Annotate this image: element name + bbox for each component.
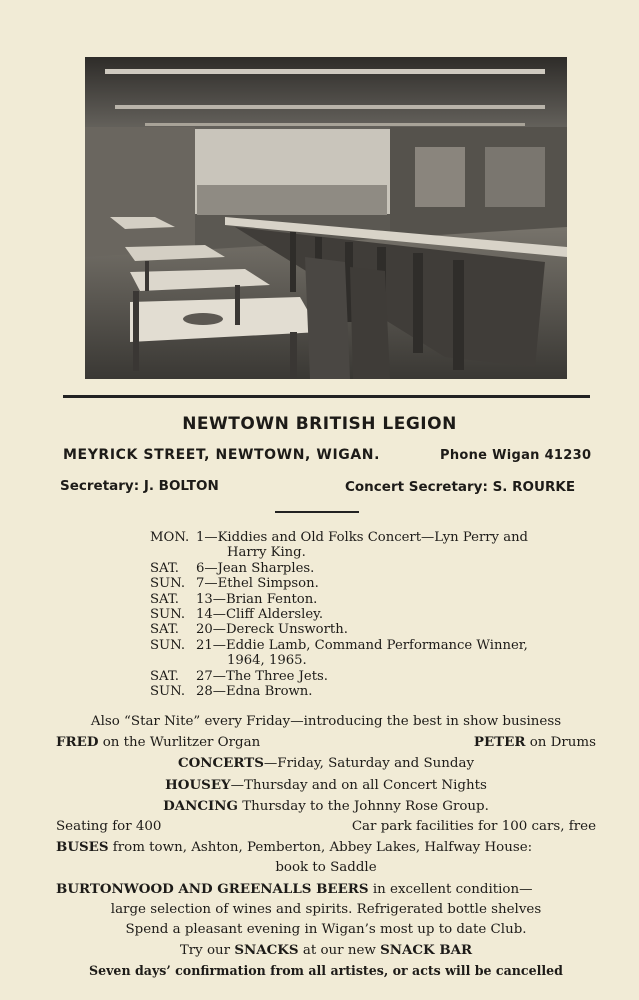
- snacks-text-a: Try our: [179, 943, 235, 959]
- beers-label: BURTONWOOD AND GREENALLS BEERS: [56, 880, 369, 897]
- beers-line: [56, 879, 596, 900]
- snacks-label: SNACKS: [234, 942, 299, 959]
- schedule-text: 28—Edna Brown.: [196, 684, 313, 700]
- concerts-detail: —Friday, Saturday and Sunday: [263, 756, 475, 772]
- schedule-text: 6—Jean Sharples.: [196, 560, 315, 576]
- dancing-line: [56, 796, 596, 817]
- snack-bar-line: [56, 940, 596, 961]
- organist-name: FRED: [56, 734, 99, 751]
- schedule-text-continued: 1964, 1965.: [227, 653, 307, 669]
- schedule-day: SAT.: [150, 560, 179, 576]
- musicians-line: [56, 732, 596, 753]
- concert-secretary: Concert Secretary: S. ROURKE: [345, 479, 576, 495]
- schedule-text: 21—Eddie Lamb, Command Performance Winner,: [196, 637, 528, 653]
- schedule-text: 13—Brian Fenton.: [196, 591, 318, 607]
- club-information: [56, 712, 596, 982]
- schedule-entry: [150, 561, 595, 576]
- buses-label: BUSES: [56, 839, 109, 856]
- housey-label: HOUSEY: [165, 776, 231, 793]
- seating-line: [56, 817, 596, 837]
- top-divider: [63, 395, 590, 398]
- dancing-detail: Thursday to the Johnny Rose Group.: [237, 798, 489, 814]
- dancing-label: DANCING: [163, 797, 238, 814]
- schedule-day: MON.: [150, 530, 190, 545]
- beers-detail: in excellent condition—: [368, 881, 533, 897]
- concerts-label: CONCERTS: [177, 755, 264, 772]
- seating-capacity: Seating for 400: [56, 819, 162, 835]
- buses-line: [56, 837, 596, 858]
- schedule-entry: [150, 622, 595, 637]
- schedule-day: SUN.: [150, 637, 186, 653]
- schedule-day: SUN.: [150, 607, 186, 623]
- snack-bar-label: SNACK BAR: [380, 942, 473, 959]
- schedule-entry: [150, 684, 595, 699]
- star-nite-line: Also “Star Nite” every Friday—introducing the best in show business: [90, 714, 562, 729]
- schedule-entry: [150, 592, 595, 607]
- schedule-day: SAT.: [150, 622, 179, 638]
- club-address: MEYRICK STREET, NEWTOWN, WIGAN.: [63, 447, 381, 463]
- schedule-entry: [150, 607, 595, 622]
- schedule-text: 14—Cliff Aldersley.: [196, 607, 324, 623]
- drummer-name: PETER: [473, 734, 526, 751]
- schedule-day: SUN.: [150, 684, 186, 700]
- club-hall-photo: [85, 57, 567, 379]
- snacks-text-c: at our new: [298, 943, 381, 959]
- buses-detail: from town, Ashton, Pemberton, Abbey Lakes, Halfway House:: [108, 840, 533, 856]
- schedule-day: SUN.: [150, 576, 186, 592]
- secretary: Secretary: J. BOLTON: [60, 478, 219, 494]
- schedule-text: 20—Dereck Unsworth.: [196, 622, 348, 638]
- schedule-entry: [150, 576, 595, 591]
- club-phone: Phone Wigan 41230: [440, 448, 592, 463]
- housey-line: [56, 775, 596, 796]
- spend-evening-line: Spend a pleasant evening in Wigan’s most up to date Club.: [125, 922, 527, 938]
- short-divider: [275, 511, 359, 513]
- page-title: NEWTOWN BRITISH LEGION: [182, 414, 457, 434]
- drummer: [474, 732, 596, 753]
- schedule-text-continued: Harry King.: [227, 545, 306, 561]
- car-park-info: Car park facilities for 100 cars, free: [351, 819, 596, 835]
- organist-detail: on the Wurlitzer Organ: [98, 735, 261, 751]
- schedule-entry: [150, 638, 595, 669]
- housey-detail: —Thursday and on all Concert Nights: [230, 777, 487, 793]
- organist: [56, 732, 260, 753]
- concerts-line: [56, 753, 596, 774]
- schedule-entry: [150, 530, 595, 561]
- buses-line-2: book to Saddle: [275, 860, 377, 876]
- schedule-text: 27—The Three Jets.: [196, 668, 328, 684]
- schedule-entry: [150, 669, 595, 684]
- schedule-text: 7—Ethel Simpson.: [196, 576, 319, 592]
- concert-schedule: [150, 530, 595, 699]
- schedule-day: SAT.: [150, 591, 179, 607]
- schedule-day: SAT.: [150, 668, 179, 684]
- schedule-text: 1—Kiddies and Old Folks Concert—Lyn Perry and: [196, 530, 528, 545]
- confirmation-notice: Seven days’ confirmation from all artistes, or acts will be cancelled: [89, 963, 563, 979]
- wines-line: large selection of wines and spirits. Refrigerated bottle shelves: [110, 901, 542, 917]
- club-hall-photo-image: [85, 57, 567, 379]
- drummer-detail: on Drums: [525, 735, 596, 751]
